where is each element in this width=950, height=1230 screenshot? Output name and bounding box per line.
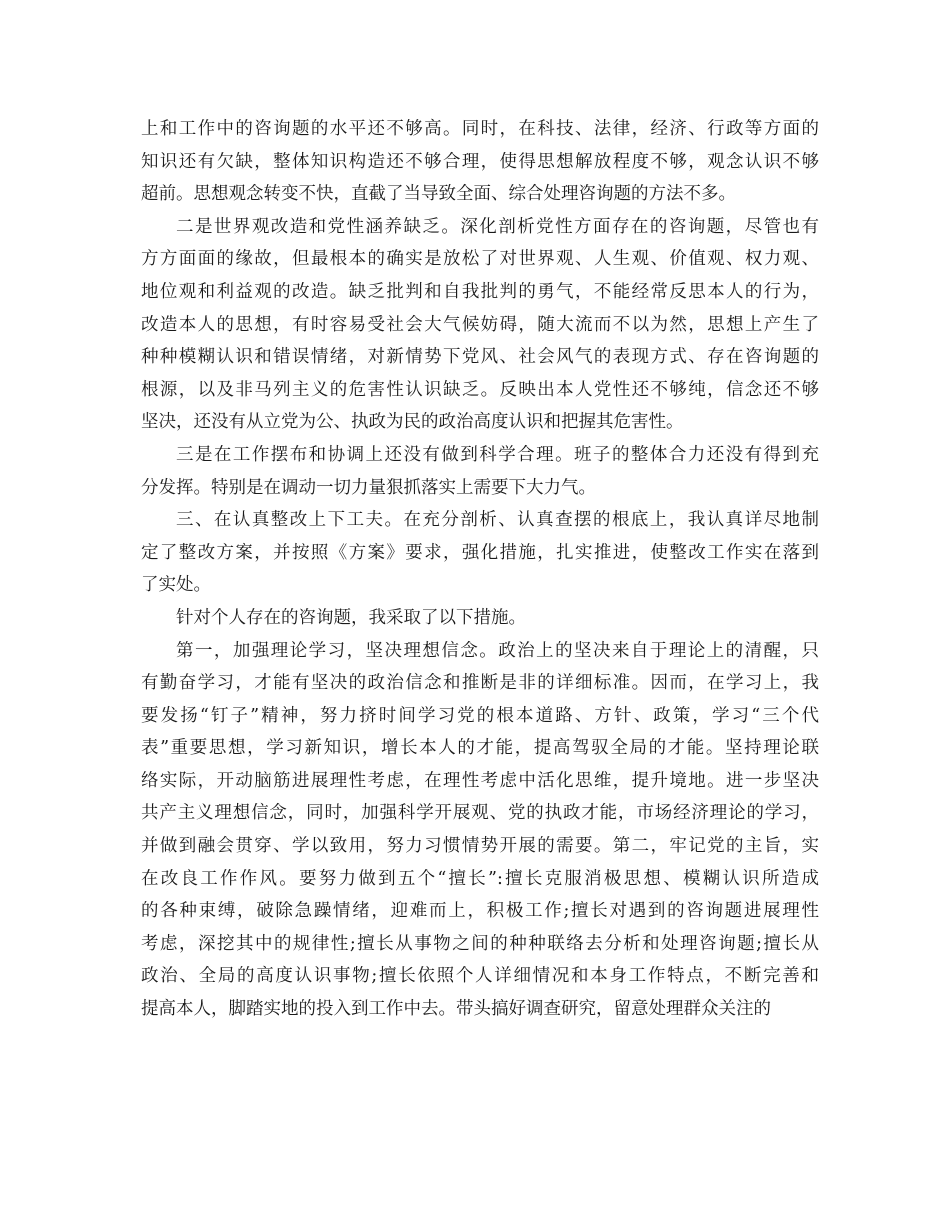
text-line: 种种模糊认识和错误情绪，对新情势下党风、社会风气的表现方式、存在咨询题的 (141, 347, 819, 368)
paragraph (141, 113, 819, 211)
text-line: 要发扬“钉子”精神，努力挤时间学习党的根本道路、方针、政策，学习“三个代 (141, 705, 819, 726)
text-line: 并做到融会贯穿、学以致用，努力习惯情势开展的需要。第二，牢记党的主旨，实 (141, 836, 819, 857)
text-line: 三是在工作摆布和协调上还没有做到科学合理。班子的整体合力还没有得到充 (176, 444, 819, 465)
text-line: 的各种束缚，破除急躁情绪，迎难而上，积极工作;擅长对遇到的咨询题进展理性 (141, 901, 819, 922)
paragraph (141, 504, 819, 602)
text-line: 第一，加强理论学习，坚决理想信念。政治上的坚决来自于理论上的清醒，只 (176, 640, 819, 661)
text-line: 上和工作中的咨询题的水平还不够高。同时，在科技、法律，经济、行政等方面的 (141, 119, 819, 139)
text-line: 络实际，开动脑筋进展理性考虑，在理性考虑中活化思维，提升境地。进一步坚决 (141, 770, 819, 791)
text-line: 地位观和利益观的改造。缺乏批判和自我批判的勇气，不能经常反思本人的行为， (141, 281, 819, 302)
text-line: 方方面面的缘故，但最根本的确实是放松了对世界观、人生观、价值观、权力观、 (141, 249, 819, 270)
text-line: 考虑，深挖其中的规律性;擅长从事物之间的种种联络去分析和处理咨询题;擅长从 (141, 933, 819, 954)
text-line: 二是世界观改造和党性涵养缺乏。深化剖析党性方面存在的咨询题，尽管也有 (176, 216, 819, 237)
text-line: 提高本人，脚踏实地的投入到工作中去。带头搞好调查研究，留意处理群众关注的 (141, 999, 771, 1020)
text-line: 超前。思想观念转变不快，直截了当导致全面、综合处理咨询题的方法不多。 (141, 184, 736, 205)
text-line: 政治、全局的高度认识事物;擅长依照个人详细情况和本身工作特点，不断完善和 (141, 966, 819, 987)
text-line: 分发挥。特别是在调动一切力量狠抓落实上需要下大力气。 (141, 477, 596, 498)
text-line: 了实处。 (141, 575, 211, 596)
text-line: 针对个人存在的咨询题，我采取了以下措施。 (176, 607, 526, 628)
text-line: 表”重要思想，学习新知识，增长本人的才能，提高驾驭全局的才能。坚持理论联 (141, 738, 819, 759)
text-line: 根源，以及非马列主义的危害性认识缺乏。反映出本人党性还不够纯，信念还不够 (141, 379, 819, 400)
text-line: 定了整改方案，并按照《方案》要求，强化措施，扎实推进，使整改工作实在落到 (141, 542, 819, 563)
text-line: 坚决，还没有从立党为公、执政为民的政治高度认识和把握其危害性。 (141, 412, 684, 433)
text-line: 有勤奋学习，才能有坚决的政治信念和推断是非的详细标准。因而，在学习上，我 (141, 673, 819, 694)
text-line: 在改良工作作风。要努力做到五个“擅长”:擅长克服消极思想、模糊认识所造成 (141, 868, 819, 889)
paragraph (141, 211, 819, 439)
paragraph (141, 635, 819, 1026)
paragraph (141, 602, 819, 635)
text-line: 三、在认真整改上下工夫。在充分剖析、认真查摆的根底上，我认真详尽地制 (176, 510, 819, 531)
text-line: 知识还有欠缺，整体知识构造还不够合理，使得思想解放程度不够，观念认识不够 (141, 151, 819, 172)
paragraph (141, 439, 819, 504)
text-line: 改造本人的思想，有时容易受社会大气候妨碍，随大流而不以为然，思想上产生了 (141, 314, 819, 335)
text-line: 共产主义理想信念，同时，加强科学开展观、党的执政才能，市场经济理论的学习， (141, 803, 819, 824)
document-body (141, 113, 819, 1026)
